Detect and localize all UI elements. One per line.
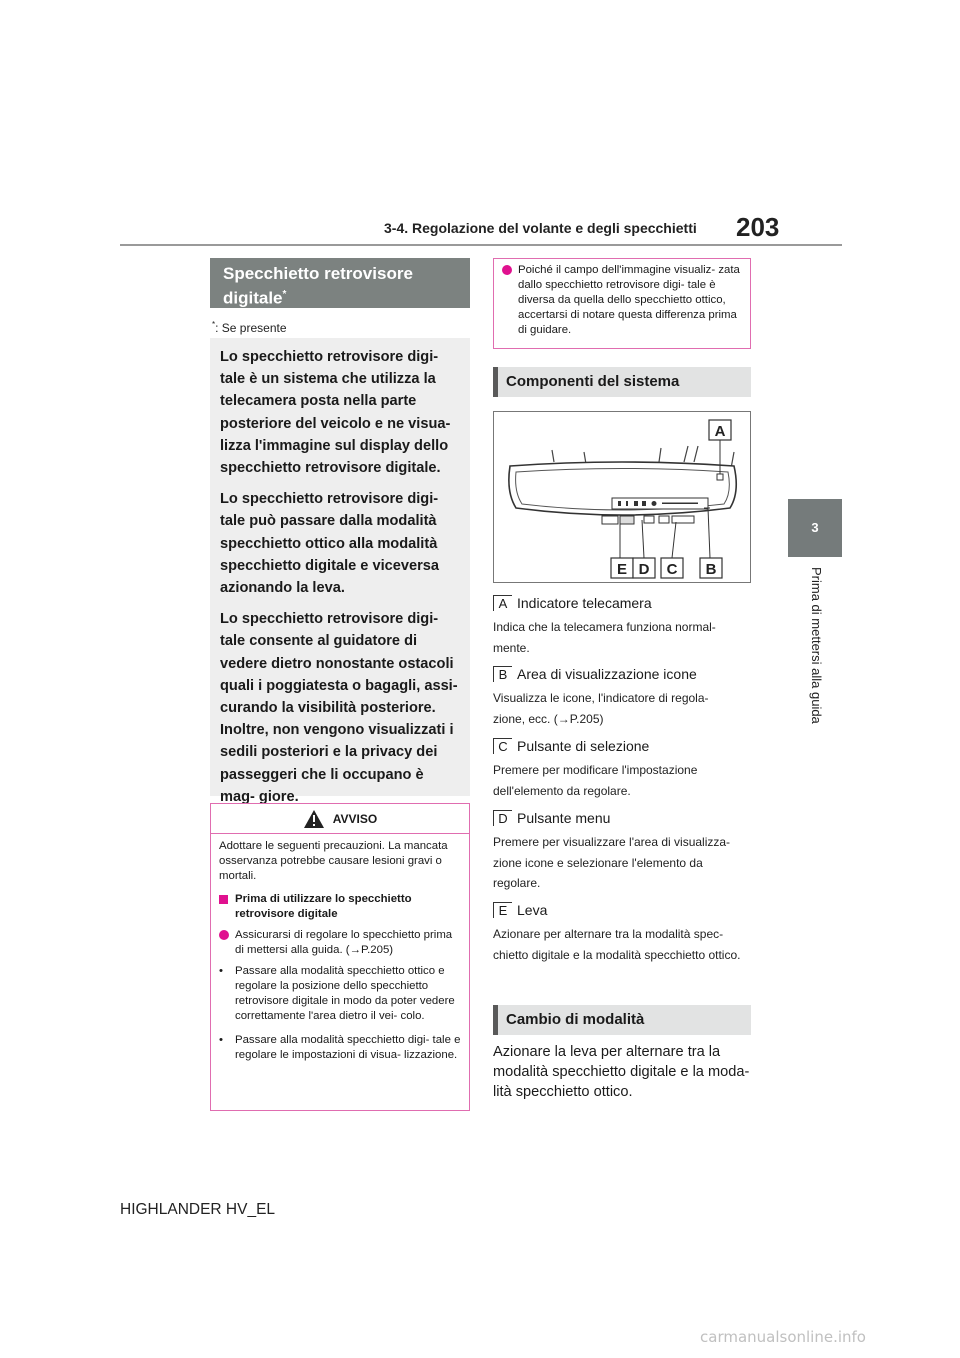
component-letter: D: [493, 810, 512, 826]
component-desc: Azionare per alternare tra la modalità spec- chietto digitale e la modalità specchietto ottico.: [493, 927, 741, 962]
diagram-label-e: E: [616, 561, 628, 578]
intro-paragraph: Lo specchietto retrovisore digi- tale è un sistema che utilizza la telecamera posta nella parte posteriore del veicolo e ne visua- lizza l'immagine sul display dello specchietto retrovisore digitale.: [220, 349, 451, 477]
component-item: [493, 664, 753, 729]
diagram-label-c: C: [666, 561, 678, 578]
footer-model: HIGHLANDER HV_EL: [120, 1201, 276, 1218]
page-number: 203: [736, 212, 780, 242]
bullet-icon: •: [219, 965, 223, 977]
component-letter: A: [493, 595, 512, 611]
circle-bullet-icon: [502, 265, 512, 275]
footnote: [212, 320, 287, 335]
warning-intro: Adottare le seguenti precauzioni. La mancata osservanza potrebbe causare lesioni gravi o mortali.: [219, 840, 448, 882]
component-letter: B: [493, 666, 512, 682]
warning-subheading: Prima di utilizzare lo specchietto retrovisore digitale: [235, 893, 412, 920]
closing-paragraph: Azionare la leva per alternare tra la modalità specchietto digitale e la moda- lità specchietto ottico.: [493, 1044, 750, 1100]
component-desc: Indica che la telecamera funziona normal- mente.: [493, 620, 716, 655]
chapter-tab-label: Prima di mettersi alla guida: [809, 567, 824, 724]
warning-bullet: Passare alla modalità specchietto ottico e regolare la posizione dello specchietto retrovisore digitale in modo da poter vedere correttamente l'area dietro il vei- colo.: [235, 965, 455, 1022]
intro-paragraph: Lo specchietto retrovisore digi- tale può passare dalla modalità specchietto ottico alla modalità specchietto digitale e viceversa azionando la leva.: [220, 491, 440, 597]
component-item: [493, 900, 753, 965]
mirror-diagram: [493, 411, 751, 583]
diagram-label-d: D: [638, 561, 650, 578]
component-title: Leva: [517, 902, 548, 918]
watermark: carmanualsonline.info: [700, 1328, 866, 1346]
warning-header: [211, 804, 469, 834]
component-desc: Visualizza le icone, l'indicatore di regola- zione, ecc. (→P.205): [493, 691, 709, 726]
mirror-illustration: [494, 412, 750, 582]
section-heading-mode: Cambio di modalità: [493, 1005, 751, 1035]
component-title: Pulsante di selezione: [517, 738, 650, 754]
component-item: [493, 808, 753, 894]
component-title: Indicatore telecamera: [517, 595, 652, 611]
section-heading-components: Componenti del sistema: [493, 367, 751, 397]
intro-box: [210, 338, 470, 805]
footnote-text: : Se presente: [215, 321, 287, 335]
diagram-label-b: B: [705, 561, 717, 578]
square-bullet-icon: [219, 895, 228, 904]
bullet-icon: •: [219, 1034, 223, 1046]
warning-heading: AVVISO: [332, 811, 378, 826]
component-desc: Premere per modificare l'impostazione dell'elemento da regolare.: [493, 763, 698, 798]
component-item: [493, 593, 753, 658]
section-title: [210, 258, 470, 308]
diagram-label-a: A: [714, 423, 726, 440]
header-divider: [120, 244, 842, 246]
info-note-text: Poiché il campo dell'immagine visualiz- zata dallo specchietto retrovisore digi- tale è diversa da quella dello specchietto ottico, accertarsi di notare questa differenza prima di guidare.: [518, 264, 740, 336]
circle-bullet-icon: [219, 930, 229, 940]
warning-box: [210, 803, 470, 1111]
warning-triangle-icon: [303, 809, 325, 829]
intro-paragraph: Lo specchietto retrovisore digi- tale consente al guidatore di vedere dietro nonostante ostacoli quali i poggiatesta o bagagli, assi- curando la visibilità posteriore. Inoltre, non vengono visualizzati i sedili posteriori e la privacy dei passeggeri che li occupano è mag- giore.: [220, 611, 458, 805]
warning-circle-item: Assicurarsi di regolare lo specchietto prima di mettersi alla guida. (→P.205): [235, 929, 453, 956]
component-title: Area di visualizzazione icone: [517, 666, 697, 682]
footnote-mark: *: [212, 320, 216, 329]
info-note-box: [493, 258, 751, 349]
chapter-header: 3-4. Regolazione del volante e degli specchietti: [384, 220, 697, 236]
component-title: Pulsante menu: [517, 810, 611, 826]
component-item: [493, 736, 753, 801]
component-letter: E: [493, 902, 512, 918]
chapter-tab[interactable]: 3: [788, 499, 842, 557]
title-footnote-mark: *: [282, 289, 287, 300]
component-letter: C: [493, 738, 512, 754]
section-title-text: Specchietto retrovisore digitale: [223, 264, 413, 308]
warning-bullet: Passare alla modalità specchietto digi- tale e regolare le impostazioni di visua- lizzazione.: [235, 1034, 461, 1061]
component-desc: Premere per visualizzare l'area di visualizza- zione icone e selezionare l'elemento da regolare.: [493, 835, 731, 890]
